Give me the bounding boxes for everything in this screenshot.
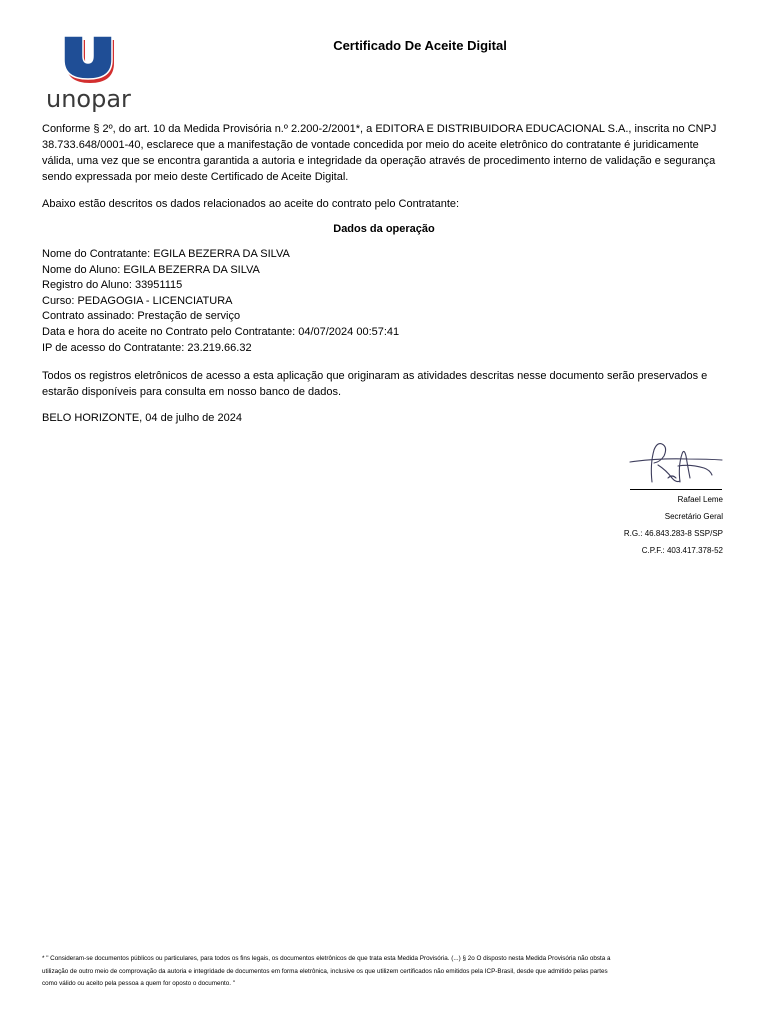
signer-name: Rafael Leme [677, 495, 723, 504]
footnote-line-1: * " Consideram-se documentos públicos ou particulares, para todos os fins legais, os documentos eletrônicos de que trata esta Medida Provisória. (...) § 2o O disposto nesta Medida Provisória não obsta a [42, 955, 611, 962]
detail-contractor-name: Nome do Contratante: EGILA BEZERRA DA SILVA [42, 248, 290, 260]
signer-cpf: C.P.F.: 403.417.378-52 [641, 546, 723, 555]
unopar-logo [42, 34, 142, 114]
handwritten-signature [628, 438, 724, 490]
logo-mark [42, 34, 142, 114]
legal-footnote [42, 953, 732, 991]
place-and-date: BELO HORIZONTE, 04 de julho de 2024 [42, 412, 242, 424]
detail-student-registration: Registro do Aluno: 33951115 [42, 279, 183, 292]
detail-course: Curso: PEDAGOGIA - LICENCIATURA [42, 294, 233, 307]
signer-block [624, 491, 723, 559]
signer-rg: R.G.: 46.843.283-8 SSP/SP [623, 529, 723, 538]
detail-acceptance-datetime: Data e hora do aceite no Contrato pelo Contratante: 04/07/2024 00:57:41 [42, 325, 400, 338]
signer-role: Secretário Geral [664, 512, 723, 521]
document-title: Certificado De Aceite Digital [333, 38, 507, 53]
detail-student-name: Nome do Aluno: EGILA BEZERRA DA SILVA [42, 263, 260, 276]
footnote-line-2: utilização de outro meio de comprovação da autoria e integridade de documentos em forma eletrônica, inclusive os que utilizem certificados não emitidos pela ICP-Brasil, desde que admitido pelas partes [42, 967, 608, 975]
operation-details [42, 247, 399, 356]
footnote-line-3: como válido ou aceito pela pessoa a quem for oposto o documento. " [42, 980, 236, 987]
detail-access-ip: IP de acesso do Contratante: 23.219.66.32 [42, 341, 252, 354]
logo-text: unopar [46, 85, 131, 113]
signature-line [630, 489, 722, 490]
detail-contract-signed: Contrato assinado: Prestação de serviço [42, 310, 241, 323]
intro-paragraph: Conforme § 2º, do art. 10 da Medida Provisória n.º 2.200-2/2001*, a EDITORA E DISTRIBUIDORA EDUCACIONAL S.A., inscrita no CNPJ 38.733.648/0001-40, esclarece que a manifestação de vontade concedida por meio do aceite eletrônico do contratante é juridicamente válida, uma vez que se encontra garantida a autoria e integridade da operação através de procedimento interno de validação e segurança sendo expressada por meio deste Certificado de Aceite Digital. [42, 123, 717, 183]
intro-lead: Abaixo estão descritos os dados relacionados ao aceite do contrato pelo Contratante: [42, 198, 460, 210]
operation-section-title: Dados da operação [333, 223, 435, 235]
closing-paragraph: Todos os registros eletrônicos de acesso a esta aplicação que originaram as atividades descritas nesse documento serão preservados e estarão disponíveis para consulta em nosso banco de dados. [42, 370, 708, 398]
